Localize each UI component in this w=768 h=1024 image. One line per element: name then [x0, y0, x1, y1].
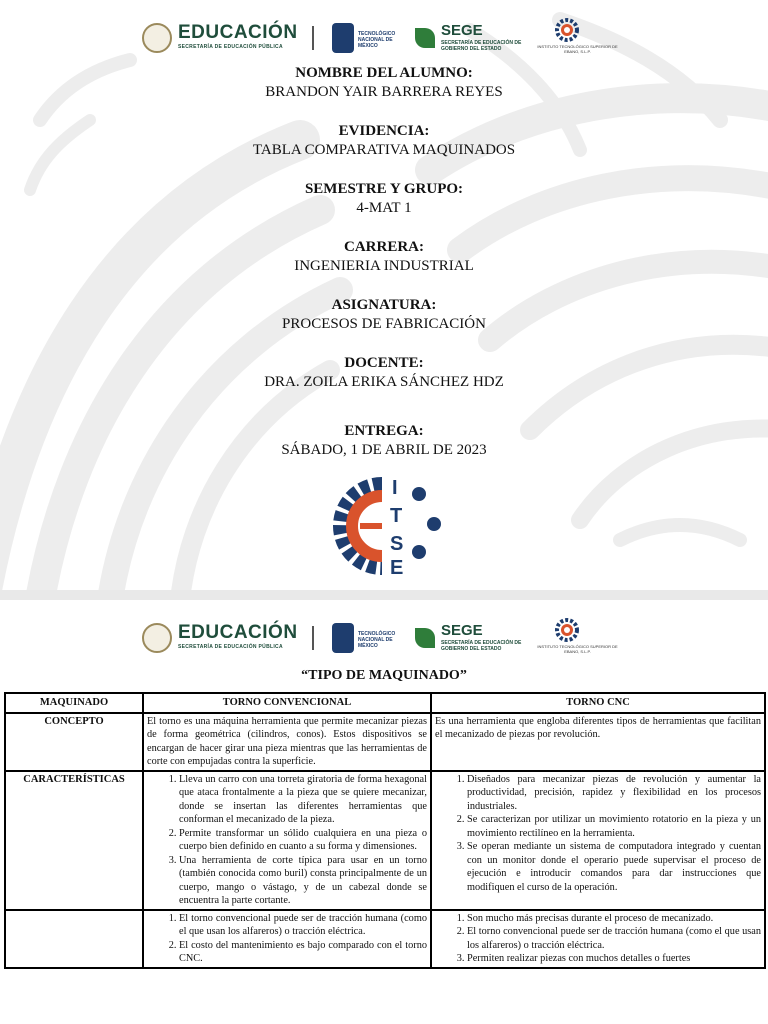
- list-item: 1. El torno convencional puede ser de tracción humana (como el que usan los alfareros) o tracción eléctrica.: [179, 912, 427, 939]
- sege-logo: [415, 20, 530, 56]
- row-label-concepto: CONCEPTO: [5, 713, 143, 771]
- subject-value: PROCESOS DE FABRICACIÓN: [282, 316, 486, 332]
- list-item: 2. Permite transformar un sólido cualquiera en una pieza o cuerpo bien definido en cuanto a su forma y dimensiones.: [179, 827, 427, 854]
- educacion-logo: [140, 618, 300, 658]
- col-header-maquinado: MAQUINADO: [5, 693, 143, 713]
- educacion-subtitle: SECRETARÍA DE EDUCACIÓN PÚBLICA: [178, 644, 283, 650]
- caracteristicas-cnc: [431, 771, 765, 910]
- sege-leaf-icon: [415, 628, 435, 648]
- concepto-cnc: Es una herramienta que engloba diferentes tipos de herramientas que facilitan el mecanizado de piezas por revolución.: [431, 713, 765, 771]
- educacion-subtitle: SECRETARÍA DE EDUCACIÓN PÚBLICA: [178, 44, 283, 50]
- table-page: [0, 600, 768, 1024]
- delivery-label: ENTREGA:: [344, 423, 424, 439]
- itse-gear-icon: [555, 18, 579, 42]
- student-label: NOMBRE DEL ALUMNO:: [295, 65, 473, 81]
- mexico-seal-icon: [142, 623, 172, 653]
- list-item: 1. Son mucho más precisas durante el proceso de mecanizado.: [467, 912, 761, 926]
- itse-small-logo: [535, 618, 620, 658]
- delivery-value: SÁBADO, 1 DE ABRIL DE 2023: [281, 442, 487, 458]
- sege-subtitle: SECRETARÍA DE EDUCACIÓN DE GOBIERNO DEL ESTADO: [441, 640, 522, 652]
- tecnm-logo: [332, 620, 402, 656]
- ventajas-cnc: [431, 910, 765, 968]
- col-header-torno-convencional: TORNO CONVENCIONAL: [143, 693, 431, 713]
- tecnm-logo: [332, 20, 402, 56]
- teacher-value: DRA. ZOILA ERIKA SÁNCHEZ HDZ: [264, 374, 504, 390]
- list-item: 2. El torno convencional puede ser de tracción humana (como el que usan los alfareros) o tracción eléctrica.: [467, 925, 761, 952]
- itse-dot: [412, 545, 426, 559]
- teacher-label: DOCENTE:: [344, 355, 424, 371]
- sege-wordmark: SEGE: [441, 22, 483, 39]
- career-label: CARRERA:: [344, 239, 424, 255]
- educacion-wordmark: EDUCACIÓN: [178, 622, 298, 643]
- sege-leaf-icon: [415, 28, 435, 48]
- list-item: 3. Se operan mediante un sistema de computadora integrado y cuentan con un monitor donde el operario puede supervisar el proceso de ejecución e introducir comandos para dar instrucciones que modifiquen el curso de la operación.: [467, 840, 761, 894]
- table-title: “TIPO DE MAQUINADO”: [301, 668, 467, 683]
- educacion-logo: [140, 18, 300, 58]
- ventajas-convencional: [143, 910, 431, 968]
- list-item: 1. Lleva un carro con una torreta giratoria de forma hexagonal que ataca frontalmente a la pieza que se quiere mecanizar, donde se insertan las diferentes herramientas que conforman el mecanizado de la pieza.: [179, 773, 427, 827]
- itse-gear-icon: [340, 484, 386, 568]
- row-label-ventajas: [5, 910, 143, 968]
- itse-letter-t: T: [390, 505, 403, 527]
- institution-header: [140, 618, 620, 658]
- sege-logo: [415, 620, 530, 656]
- list-item: 1. Diseñados para mecanizar piezas de revolución y aumentar la productividad, precisión, rapidez y flexibilidad en los procesos industriales.: [467, 773, 761, 814]
- header-divider: [312, 26, 314, 50]
- list-item: 2. Se caracterizan por utilizar un movimiento rotatorio en la pieza y un movimiento rectilíneo en la herramienta.: [467, 813, 761, 840]
- evidence-value: TABLA COMPARATIVA MAQUINADOS: [252, 142, 516, 158]
- table-row-ventajas: [5, 910, 765, 968]
- itse-small-text: INSTITUTO TECNOLÓGICO SUPERIOR DE EBANO, S.L.P.: [537, 44, 618, 54]
- table-row-caracteristicas: [5, 771, 765, 910]
- subject-label: ASIGNATURA:: [331, 297, 437, 313]
- student-name: BRANDON YAIR BARRERA REYES: [265, 84, 503, 100]
- table-header-row: [5, 693, 765, 713]
- group-value: 4-MAT 1: [356, 200, 412, 216]
- col-header-torno-cnc: TORNO CNC: [431, 693, 765, 713]
- itse-small-text: INSTITUTO TECNOLÓGICO SUPERIOR DE EBANO, S.L.P.: [537, 644, 618, 654]
- sege-wordmark: SEGE: [441, 622, 483, 639]
- comparison-table: [4, 692, 766, 969]
- concepto-convencional: El torno es una máquina herramienta que permite mecanizar piezas de forma geométrica (cilindros, conos). Estos dispositivos se encargan de hacer girar una pieza mientras que las herramientas de corte con empujadas contra la superficie.: [143, 713, 431, 771]
- list-item: 2. El costo del mantenimiento es bajo comparado con el torno CNC.: [179, 939, 427, 966]
- tecnm-gear-icon: [332, 623, 354, 653]
- career-value: INGENIERIA INDUSTRIAL: [294, 258, 474, 274]
- itse-dot: [412, 487, 426, 501]
- row-label-caracteristicas: CARACTERÍSTICAS: [5, 771, 143, 910]
- list-item: 3. Una herramienta de corte típica para usar en un torno (también conocida como buril) consta principalmente de un cuerpo, mango o vástago, y de un cabezal donde se encuentra la parte cortante.: [179, 854, 427, 908]
- educacion-wordmark: EDUCACIÓN: [178, 22, 298, 43]
- list-item: 3. Permiten realizar piezas con muchos detalles o fuertes: [467, 952, 761, 966]
- mexico-seal-icon: [142, 23, 172, 53]
- itse-letter-i: I: [392, 477, 398, 499]
- institution-header: [140, 18, 620, 58]
- sege-subtitle: SECRETARÍA DE EDUCACIÓN DE GOBIERNO DEL ESTADO: [441, 40, 522, 52]
- itse-logo: [316, 474, 446, 578]
- itse-letter-e: E: [390, 557, 404, 578]
- itse-dot: [427, 517, 441, 531]
- tecnm-text: TECNOLÓGICO NACIONAL DE MÉXICO: [358, 631, 396, 649]
- caracteristicas-convencional: [143, 771, 431, 910]
- itse-small-logo: [535, 18, 620, 58]
- tecnm-text: TECNOLÓGICO NACIONAL DE MÉXICO: [358, 31, 396, 49]
- tecnm-gear-icon: [332, 23, 354, 53]
- itse-letter-s: S: [390, 533, 404, 555]
- evidence-label: EVIDENCIA:: [338, 123, 430, 139]
- page-separator: [0, 590, 768, 600]
- table-row-concepto: [5, 713, 765, 771]
- itse-gear-icon: [555, 618, 579, 642]
- header-divider: [312, 626, 314, 650]
- cover-info: [0, 64, 768, 460]
- group-label: SEMESTRE Y GRUPO:: [304, 181, 464, 197]
